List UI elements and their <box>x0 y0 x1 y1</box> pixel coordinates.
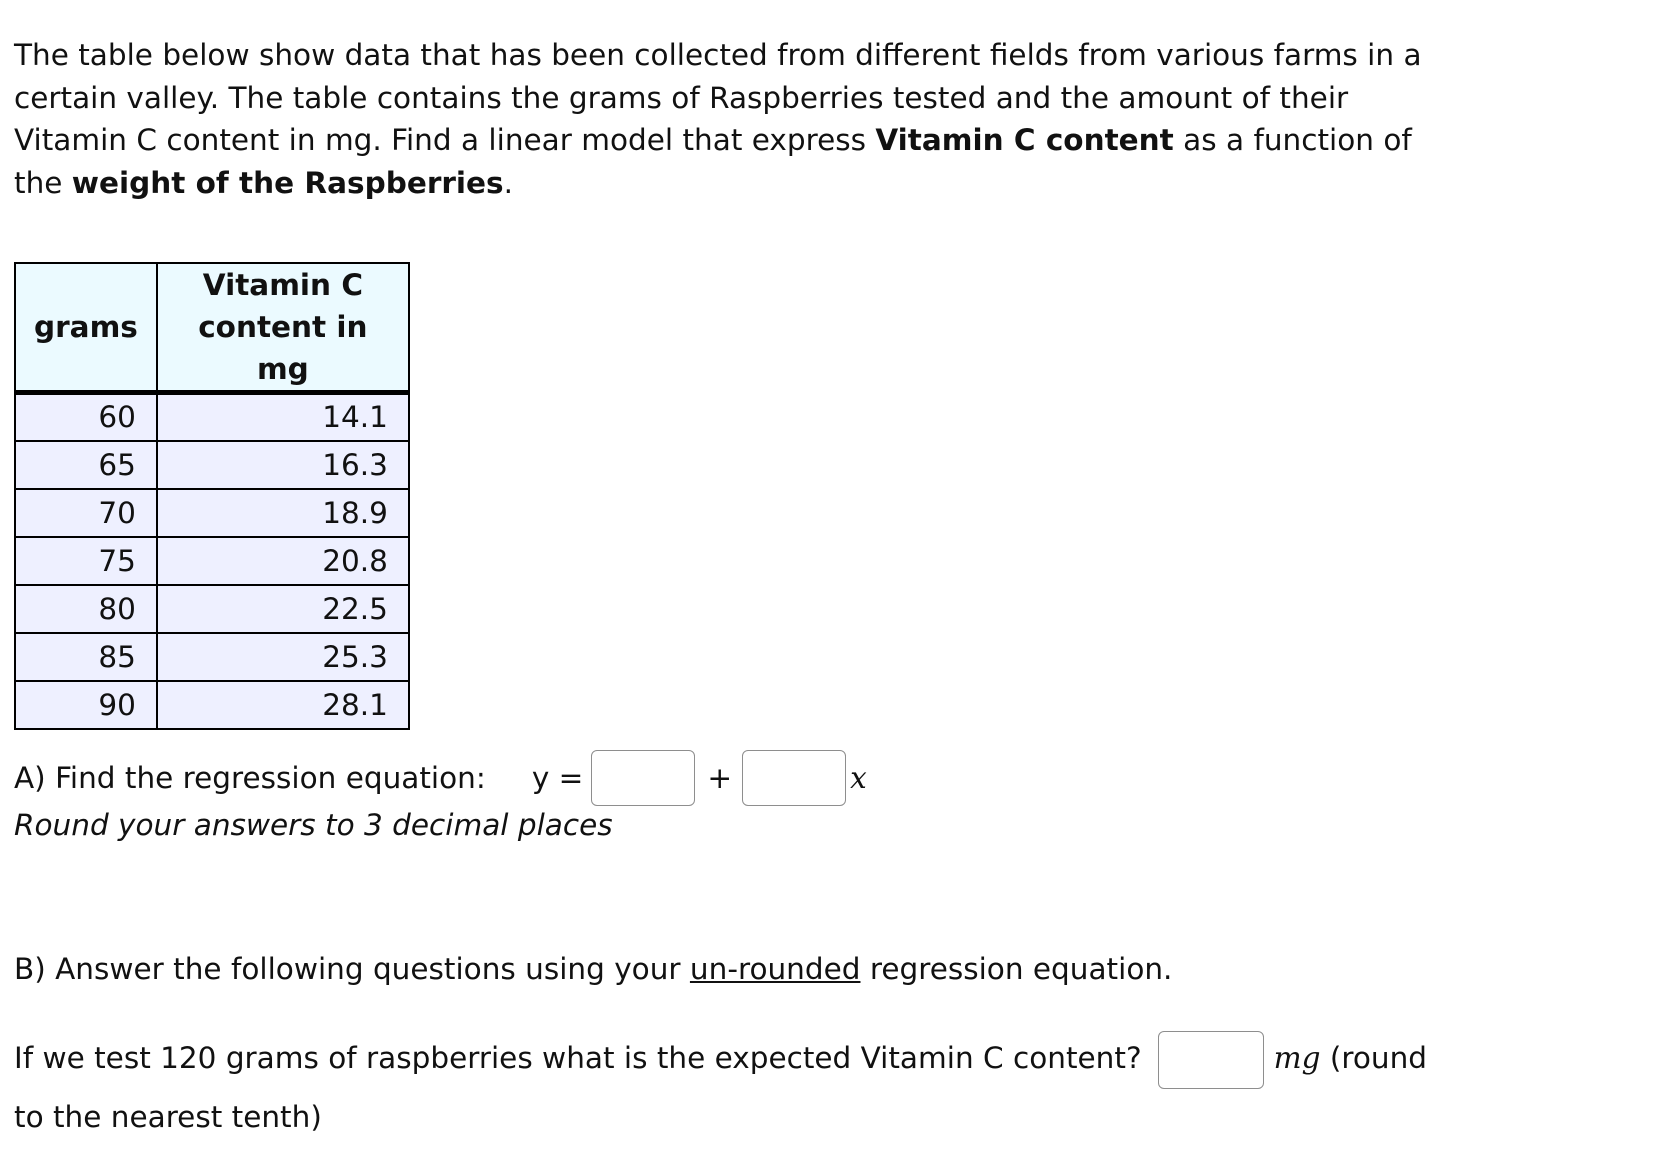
part-b-suffix: regression equation. <box>860 952 1173 986</box>
table-row <box>15 441 409 489</box>
intro-text-2: as a function of the <box>14 123 1412 200</box>
header-grams: grams <box>15 263 157 393</box>
part-b-prefix: B) Answer the following questions using your <box>14 952 690 986</box>
table-row <box>15 489 409 537</box>
part-a-question <box>14 748 867 808</box>
grams-cell: 70 <box>15 489 157 537</box>
grams-cell: 75 <box>15 537 157 585</box>
vitamin-c-cell: 18.9 <box>157 489 409 537</box>
variable-x: x <box>850 761 867 795</box>
vitamin-c-cell: 16.3 <box>157 441 409 489</box>
table-header-row <box>15 263 409 393</box>
grams-cell: 60 <box>15 393 157 441</box>
table-row <box>15 537 409 585</box>
data-table <box>14 262 410 730</box>
table-row <box>15 633 409 681</box>
vitamin-c-answer-input[interactable] <box>1158 1031 1264 1089</box>
table-row <box>15 585 409 633</box>
part-b-question-1 <box>14 1030 1434 1145</box>
equation-lhs: y = <box>531 761 584 795</box>
part-a-label: A) Find the regression equation: <box>14 761 486 795</box>
table-row <box>15 681 409 729</box>
plus-sign: + <box>707 761 733 795</box>
grams-cell: 85 <box>15 633 157 681</box>
grams-cell: 90 <box>15 681 157 729</box>
grams-cell: 65 <box>15 441 157 489</box>
intro-text: The table below show data that has been collected from different fields from various farms in a certain valley. The table contains the grams of Raspberries tested and the amount of their Vitamin C content in mg. Find a linear model that express <box>14 38 1422 157</box>
question-1-text: If we test 120 grams of raspberries what is the expected Vitamin C content? <box>14 1041 1142 1075</box>
grams-cell: 80 <box>15 585 157 633</box>
problem-statement <box>14 34 1434 204</box>
vitamin-c-cell: 20.8 <box>157 537 409 585</box>
unrounded-emphasis: un-rounded <box>689 952 861 986</box>
rounding-note: Round your answers to 3 decimal places <box>14 808 613 842</box>
vitamin-c-cell: 22.5 <box>157 585 409 633</box>
part-b-instructions <box>14 952 1172 986</box>
intercept-input[interactable] <box>591 750 695 806</box>
intro-bold-vitamin: Vitamin C content <box>875 123 1174 157</box>
round-instruction: (round to the nearest tenth) <box>14 1041 1428 1134</box>
header-vitamin-c: Vitamin C content in mg <box>157 263 409 393</box>
vitamin-c-cell: 28.1 <box>157 681 409 729</box>
vitamin-c-cell: 25.3 <box>157 633 409 681</box>
vitamin-c-cell: 14.1 <box>157 393 409 441</box>
unit-mg: mg <box>1273 1041 1321 1075</box>
intro-text-3: . <box>503 165 513 200</box>
slope-input[interactable] <box>742 750 846 806</box>
table-row <box>15 393 409 441</box>
intro-bold-weight: weight of the Raspberries <box>71 165 504 200</box>
